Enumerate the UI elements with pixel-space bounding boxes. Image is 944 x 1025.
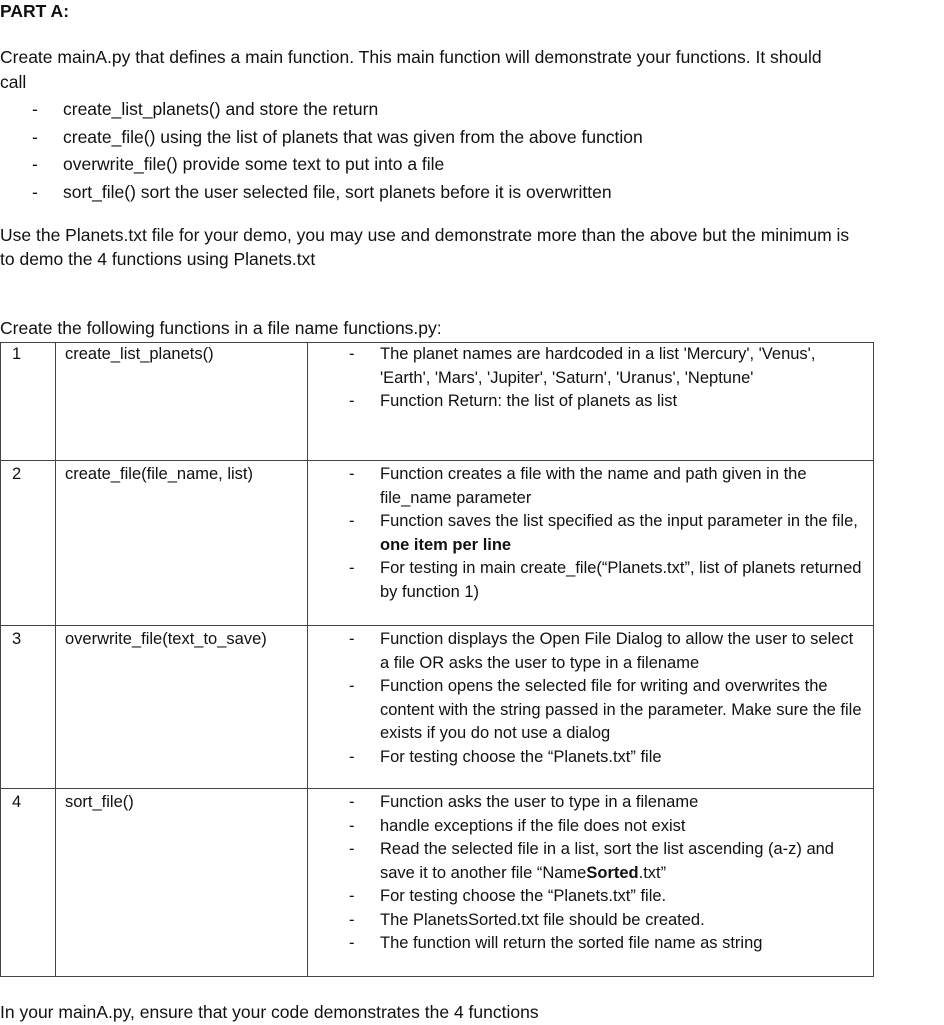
description-text: For testing in main create_file(“Planets.txt”, list of planets returned by function 1) [380, 559, 862, 601]
description-item [308, 885, 873, 909]
description-text: The planet names are hardcoded in a list 'Mercury', 'Venus', 'Earth', 'Mars', 'Jupiter', 'Saturn', 'Uranus', 'Neptune' [380, 345, 816, 387]
demo-paragraph-line-1: Use the Planets.txt file for your demo, you may use and demonstrate more than the above but the minimum is [0, 225, 850, 245]
description-text: Function opens the selected file for writing and overwrites the content with the string passed in the parameter. Make sure the file exists if you do not use a dialog [380, 677, 862, 742]
description-text: .txt” [638, 863, 667, 882]
functions-table [0, 342, 874, 977]
demo-paragraph-line-2: to demo the 4 functions using Planets.txt [0, 249, 316, 269]
bullet-dash: - [349, 816, 355, 835]
description-item [308, 746, 873, 770]
description-item [308, 909, 873, 933]
intro-line-1: Create mainA.py that defines a main function. This main function will demonstrate your functions. It should [0, 47, 822, 67]
bullet-dash: - [32, 99, 38, 119]
bullet-dash: - [349, 392, 355, 410]
bullet-dash: - [32, 126, 38, 147]
description-text: Read the selected file in a list, sort the list ascending (a-z) and save it to another file “Name [380, 840, 834, 882]
description-text: The PlanetsSorted.txt file should be created. [380, 910, 705, 929]
row-number: 4 [1, 789, 56, 977]
list-item-text: sort_file() sort the user selected file, sort planets before it is overwritten [63, 181, 612, 202]
bullet-dash: - [349, 512, 355, 530]
row-number: 1 [1, 343, 56, 461]
description-item [308, 390, 873, 414]
table-intro: Create the following functions in a file name functions.py: [0, 318, 442, 338]
description-text: Function displays the Open File Dialog to allow the user to select a file OR asks the user to type in a filename [380, 630, 854, 672]
description-text: For testing choose the “Planets.txt” file [380, 747, 662, 766]
description-text: The function will return the sorted file name as string [380, 934, 763, 952]
description-item [308, 932, 873, 956]
function-description [308, 789, 874, 977]
description-text: Function saves the list specified as the input parameter in the file, [380, 512, 858, 530]
section-heading: PART A: [0, 1, 70, 21]
bullet-dash: - [349, 559, 355, 577]
description-item [308, 791, 873, 815]
bullet-dash: - [349, 910, 355, 929]
bullet-dash: - [32, 181, 38, 202]
bullet-dash: - [349, 465, 355, 483]
function-name: create_file(file_name, list) [56, 461, 308, 626]
description-item [308, 463, 873, 510]
description-item [308, 557, 873, 604]
description-item [308, 675, 873, 746]
description-text: handle exceptions if the file does not exist [380, 816, 686, 835]
row-number: 3 [1, 626, 56, 789]
table-row [1, 343, 874, 461]
bullet-dash: - [32, 154, 38, 174]
bullet-dash: - [349, 934, 355, 952]
description-item [308, 628, 873, 675]
description-emphasis: one item per line [380, 535, 512, 554]
function-name: sort_file() [56, 789, 308, 977]
row-number: 2 [1, 461, 56, 626]
function-name: overwrite_file(text_to_save) [56, 626, 308, 789]
bullet-dash: - [349, 793, 355, 811]
function-name: create_list_planets() [56, 343, 308, 461]
table-row [1, 626, 874, 789]
closing-paragraph: In your mainA.py, ensure that your code demonstrates the 4 functions [0, 1002, 539, 1022]
bullet-dash: - [349, 887, 355, 905]
description-emphasis: Sorted [586, 863, 639, 882]
description-text: For testing choose the “Planets.txt” file. [380, 887, 667, 905]
bullet-dash: - [349, 840, 355, 858]
function-description [308, 343, 874, 461]
list-item-text: overwrite_file() provide some text to put into a file [63, 154, 445, 174]
list-item-text: create_list_planets() and store the return [63, 99, 379, 119]
description-text: Function Return: the list of planets as list [380, 392, 678, 410]
description-item [308, 838, 873, 885]
list-item-text: create_file() using the list of planets that was given from the above function [63, 126, 643, 147]
description-item [308, 510, 873, 557]
description-text: Function creates a file with the name and path given in the file_name parameter [380, 465, 807, 507]
description-item [308, 815, 873, 839]
bullet-dash: - [349, 345, 355, 363]
description-text: Function asks the user to type in a filename [380, 793, 699, 811]
bullet-dash: - [349, 630, 355, 648]
description-item [308, 343, 873, 390]
table-row [1, 789, 874, 977]
function-description [308, 626, 874, 789]
bullet-dash: - [349, 747, 355, 766]
function-description [308, 461, 874, 626]
intro-line-2: call [0, 72, 27, 92]
table-row [1, 461, 874, 626]
bullet-dash: - [349, 677, 355, 695]
